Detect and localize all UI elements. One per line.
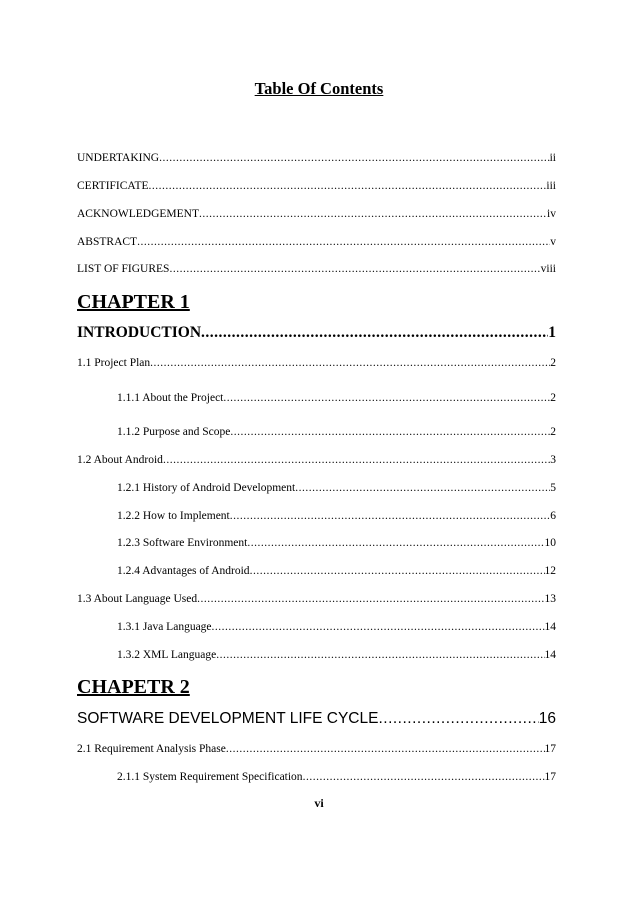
toc-entry-page: 6 xyxy=(550,510,556,522)
toc-entry-label: ABSTRACT xyxy=(77,236,138,248)
toc-entry-page: ii xyxy=(549,152,556,164)
toc-entry-page: 5 xyxy=(550,482,556,494)
leader-dots xyxy=(216,648,544,662)
toc-entry-page: 2 xyxy=(550,357,556,369)
leader-dots xyxy=(163,453,550,467)
toc-entry-label: 1.3.1 Java Language xyxy=(117,621,212,633)
leader-dots xyxy=(201,324,548,342)
toc-entry[interactable] xyxy=(77,453,556,467)
toc-entry-page: 3 xyxy=(550,454,556,466)
toc-entry-page: 14 xyxy=(544,621,556,633)
chapter-title-entry[interactable] xyxy=(77,710,556,728)
toc-entry-page: 16 xyxy=(538,710,556,727)
toc-entry-label: INTRODUCTION xyxy=(77,324,202,341)
toc-subentry[interactable] xyxy=(117,536,556,550)
leader-dots xyxy=(159,151,550,165)
toc-entry-label: 2.1.1 System Requirement Specification xyxy=(117,771,303,783)
toc-subentry[interactable] xyxy=(117,648,556,662)
toc-entry-label: 1.1.2 Purpose and Scope xyxy=(117,426,231,438)
toc-entry-label: ACKNOWLEDGEMENT xyxy=(77,208,200,220)
toc-entry[interactable] xyxy=(77,151,556,165)
leader-dots xyxy=(223,391,550,405)
leader-dots xyxy=(169,262,540,276)
toc-entry-page: 13 xyxy=(544,593,556,605)
leader-dots xyxy=(150,356,550,370)
toc-entry[interactable] xyxy=(77,179,556,193)
toc-entry-page: viii xyxy=(540,263,556,275)
chapter-title-entry[interactable] xyxy=(77,324,556,342)
toc-entry-page: 17 xyxy=(544,743,556,755)
leader-dots xyxy=(197,592,544,606)
leader-dots xyxy=(226,742,545,756)
toc-entry-label: 1.2 About Android xyxy=(77,454,163,466)
toc-entry[interactable] xyxy=(77,207,556,221)
toc-entry-label: LIST OF FIGURES xyxy=(77,263,170,275)
chapter-heading: CHAPTER 1 xyxy=(77,291,190,313)
toc-subentry[interactable] xyxy=(117,481,556,495)
toc-subentry[interactable] xyxy=(117,564,556,578)
toc-entry-page: 12 xyxy=(544,565,556,577)
page-number: vi xyxy=(314,796,324,810)
toc-entry-page: 17 xyxy=(544,771,556,783)
toc-subentry[interactable] xyxy=(117,425,556,439)
toc-entry-label: 1.2.2 How to Implement xyxy=(117,510,230,522)
toc-entry-page: 2 xyxy=(550,426,556,438)
leader-dots xyxy=(378,710,538,728)
chapter-heading: CHAPETR 2 xyxy=(77,676,190,698)
toc-subentry[interactable] xyxy=(117,509,556,523)
leader-dots xyxy=(250,564,545,578)
toc-entry[interactable] xyxy=(77,235,556,249)
leader-dots xyxy=(137,235,550,249)
toc-entry-page: 14 xyxy=(544,649,556,661)
toc-entry-label: CERTIFICATE xyxy=(77,180,149,192)
toc-entry[interactable] xyxy=(77,262,556,276)
toc-entry-page: v xyxy=(550,236,556,248)
toc-entry-label: 1.3 About Language Used xyxy=(77,593,198,605)
toc-entry-page: iv xyxy=(547,208,556,220)
toc-entry-label: SOFTWARE DEVELOPMENT LIFE CYCLE xyxy=(77,710,379,727)
leader-dots xyxy=(230,425,550,439)
toc-subentry[interactable] xyxy=(117,770,556,784)
leader-dots xyxy=(247,536,544,550)
toc-entry-page: 10 xyxy=(544,537,556,549)
toc-subentry[interactable] xyxy=(117,391,556,405)
toc-entry-label: 1.3.2 XML Language xyxy=(117,649,217,661)
leader-dots xyxy=(303,770,545,784)
toc-entry[interactable] xyxy=(77,592,556,606)
toc-entry-label: 2.1 Requirement Analysis Phase xyxy=(77,743,226,755)
leader-dots xyxy=(212,620,545,634)
toc-entry-label: 1.2.3 Software Environment xyxy=(117,537,248,549)
toc-entry[interactable] xyxy=(77,356,556,370)
toc-entry-label: 1.1.1 About the Project xyxy=(117,392,224,404)
toc-entry-label: UNDERTAKING xyxy=(77,152,160,164)
page-title: Table Of Contents xyxy=(254,79,384,98)
toc-entry[interactable] xyxy=(77,742,556,756)
toc-entry-page: iii xyxy=(546,180,556,192)
leader-dots xyxy=(230,509,551,523)
leader-dots xyxy=(295,481,550,495)
leader-dots xyxy=(149,179,547,193)
toc-subentry[interactable] xyxy=(117,620,556,634)
toc-entry-label: 1.1 Project Plan xyxy=(77,357,151,369)
toc-entry-page: 2 xyxy=(550,392,556,404)
toc-entry-label: 1.2.4 Advantages of Android xyxy=(117,565,250,577)
toc-entry-page: 1 xyxy=(548,324,556,341)
leader-dots xyxy=(199,207,547,221)
toc-entry-label: 1.2.1 History of Android Development xyxy=(117,482,296,494)
